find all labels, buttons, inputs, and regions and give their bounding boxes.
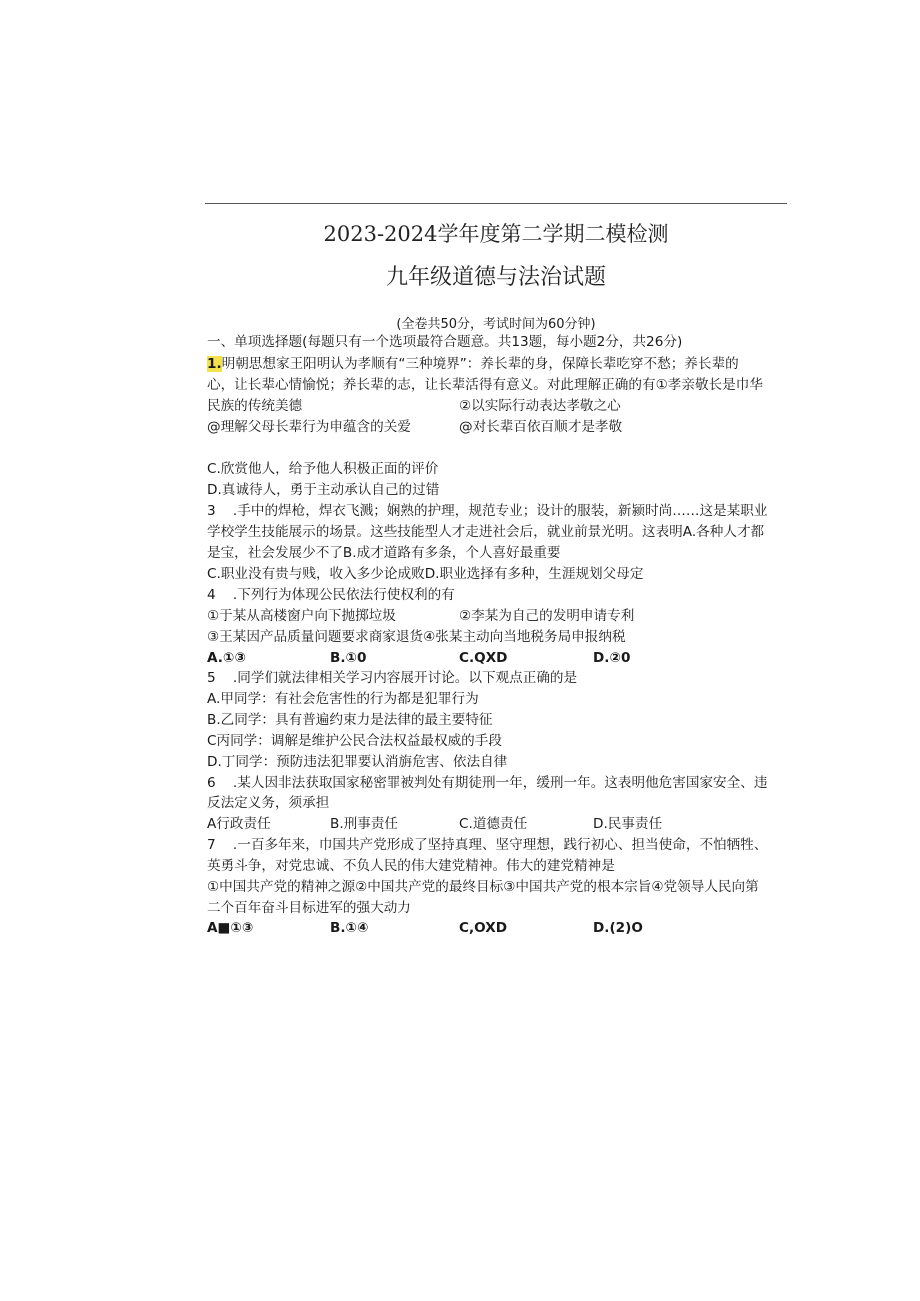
- question-1-line-2: 心，让长辈心情愉悦；养长辈的志，让长辈活得有意义。对此理解正确的有①孝亲敬长是巾华: [207, 377, 763, 393]
- question-4-answer-b: B.①0: [330, 650, 367, 666]
- question-5-option-a: A.甲同学：有社会危害性的行为都是犯罪行为: [207, 691, 479, 707]
- question-6-answer-c: C.道德责任: [459, 816, 528, 832]
- section-heading: 一、单项选择题(每题只有一个选项最符合题意。共13题，每小题2分，共26分): [207, 334, 683, 350]
- question-7-answer-b: B.①④: [330, 920, 369, 936]
- question-7-line-1: 7 .一百多年来，巾国共产党形成了坚持真理、坚守理想，践行初心、担当使命，不怕牺牲、: [207, 837, 768, 853]
- question-7-answer-a: A■①③: [207, 920, 254, 936]
- question-5-stem: 5 .同学们就法律相关学习内容展开讨论。以下观点正确的是: [207, 670, 578, 686]
- question-1-option-3: @理解父母长辈行为申蕴含的关爱: [207, 419, 411, 435]
- question-4-answer-c: C.QXD: [459, 650, 508, 666]
- highlighted-number: 1.: [207, 356, 222, 372]
- question-3-line-2: 学校学生技能展示的场景。这些技能型人才走进社会后，就业前景光明。这表明A.各种人才都: [207, 524, 765, 540]
- exam-subtitle: 九年级道德与法治试题: [385, 265, 606, 290]
- question-7-line-3: ①中国共产党的精神之源②中国共产党的最终目标③中国共产党的根本宗旨④党领导人民向第: [207, 879, 759, 895]
- question-5-option-d: D.丁同学：预防违法犯罪要认消旃危害、依法自律: [207, 754, 508, 770]
- exam-title: 2023-2024学年度第二学期二模检测: [323, 222, 669, 246]
- question-4-answer-a: A.①③: [207, 650, 246, 666]
- question-7-line-4: 二个百年奋斗目标进军的强大动力: [207, 900, 411, 916]
- question-3-line-3: 是宝，社会发展少不了B.成才道路有多条，个人喜好最重要: [207, 545, 561, 561]
- question-4-answer-d: D.②0: [593, 650, 631, 666]
- question-2-option-c: C.欣赏他人，给予他人积极正面的评价: [207, 461, 439, 477]
- question-1-option-4: @对长辈百依百顺才是孝敬: [459, 419, 623, 435]
- exam-note: (全卷共50分，考试时间为60分钟): [396, 317, 596, 332]
- question-1-option-2: ②以实际行动表达孝敬之心: [459, 398, 621, 414]
- question-4-option-1: ①于某从高楼窗户向下抛掷垃圾: [207, 608, 396, 624]
- question-7-line-2: 英勇斗争，对党忠诚、不负人民的伟大建党精神。伟大的建党精神是: [207, 858, 615, 874]
- question-6-line-2: 反法定义务，须承担: [207, 795, 330, 811]
- question-4-option-2: ②李某为自己的发明申请专利: [459, 608, 635, 624]
- question-1-line-1: 1.明朝思想家王阳明认为孝顺有“三种境界”：养长辈的身，保障长辈吃穿不愁；养长辈的: [207, 356, 739, 372]
- question-6-answer-b: B.刑事责任: [330, 816, 399, 832]
- question-5-option-c: C丙同学：调解是维护公民合法权益最权威的手段: [207, 733, 502, 749]
- question-7-answer-d: D.(2)O: [593, 920, 643, 936]
- question-2-option-d: D.真诚待人，勇于主动承认自己的过错: [207, 482, 440, 498]
- question-6-answer-d: D.民事责任: [593, 816, 663, 832]
- question-7-answer-c: C,OXD: [459, 920, 507, 936]
- question-6-line-1: 6 .某人因非法获取国家秘密罪被判处有期徒刑一年，缓刑一年。这表明他危害国家安全、违: [207, 775, 768, 791]
- question-4-option-3-4: ③王某因产品质量问题要求商家退货④张某主动向当地税务局申报纳税: [207, 629, 626, 645]
- question-6-answer-a: A行政责任: [207, 816, 271, 832]
- question-1-line-3: 民族的传统美德: [207, 398, 303, 414]
- question-5-option-b: B.乙同学：具有普遍约束力是法律的最主要特征: [207, 712, 493, 728]
- top-rule: [205, 203, 787, 204]
- question-3-line-1: 3 .手中的焊枪，焊衣飞溅；娴熟的护理，规范专业；设计的服装，新颍时尚……这是某职业: [207, 503, 768, 519]
- question-4-stem: 4 .下列行为体现公民依法行使权利的有: [207, 587, 455, 603]
- question-3-line-4: C.职业没有贵与贱，收入多少论成败D.职业选择有多种，生涯规划父母定: [207, 566, 644, 582]
